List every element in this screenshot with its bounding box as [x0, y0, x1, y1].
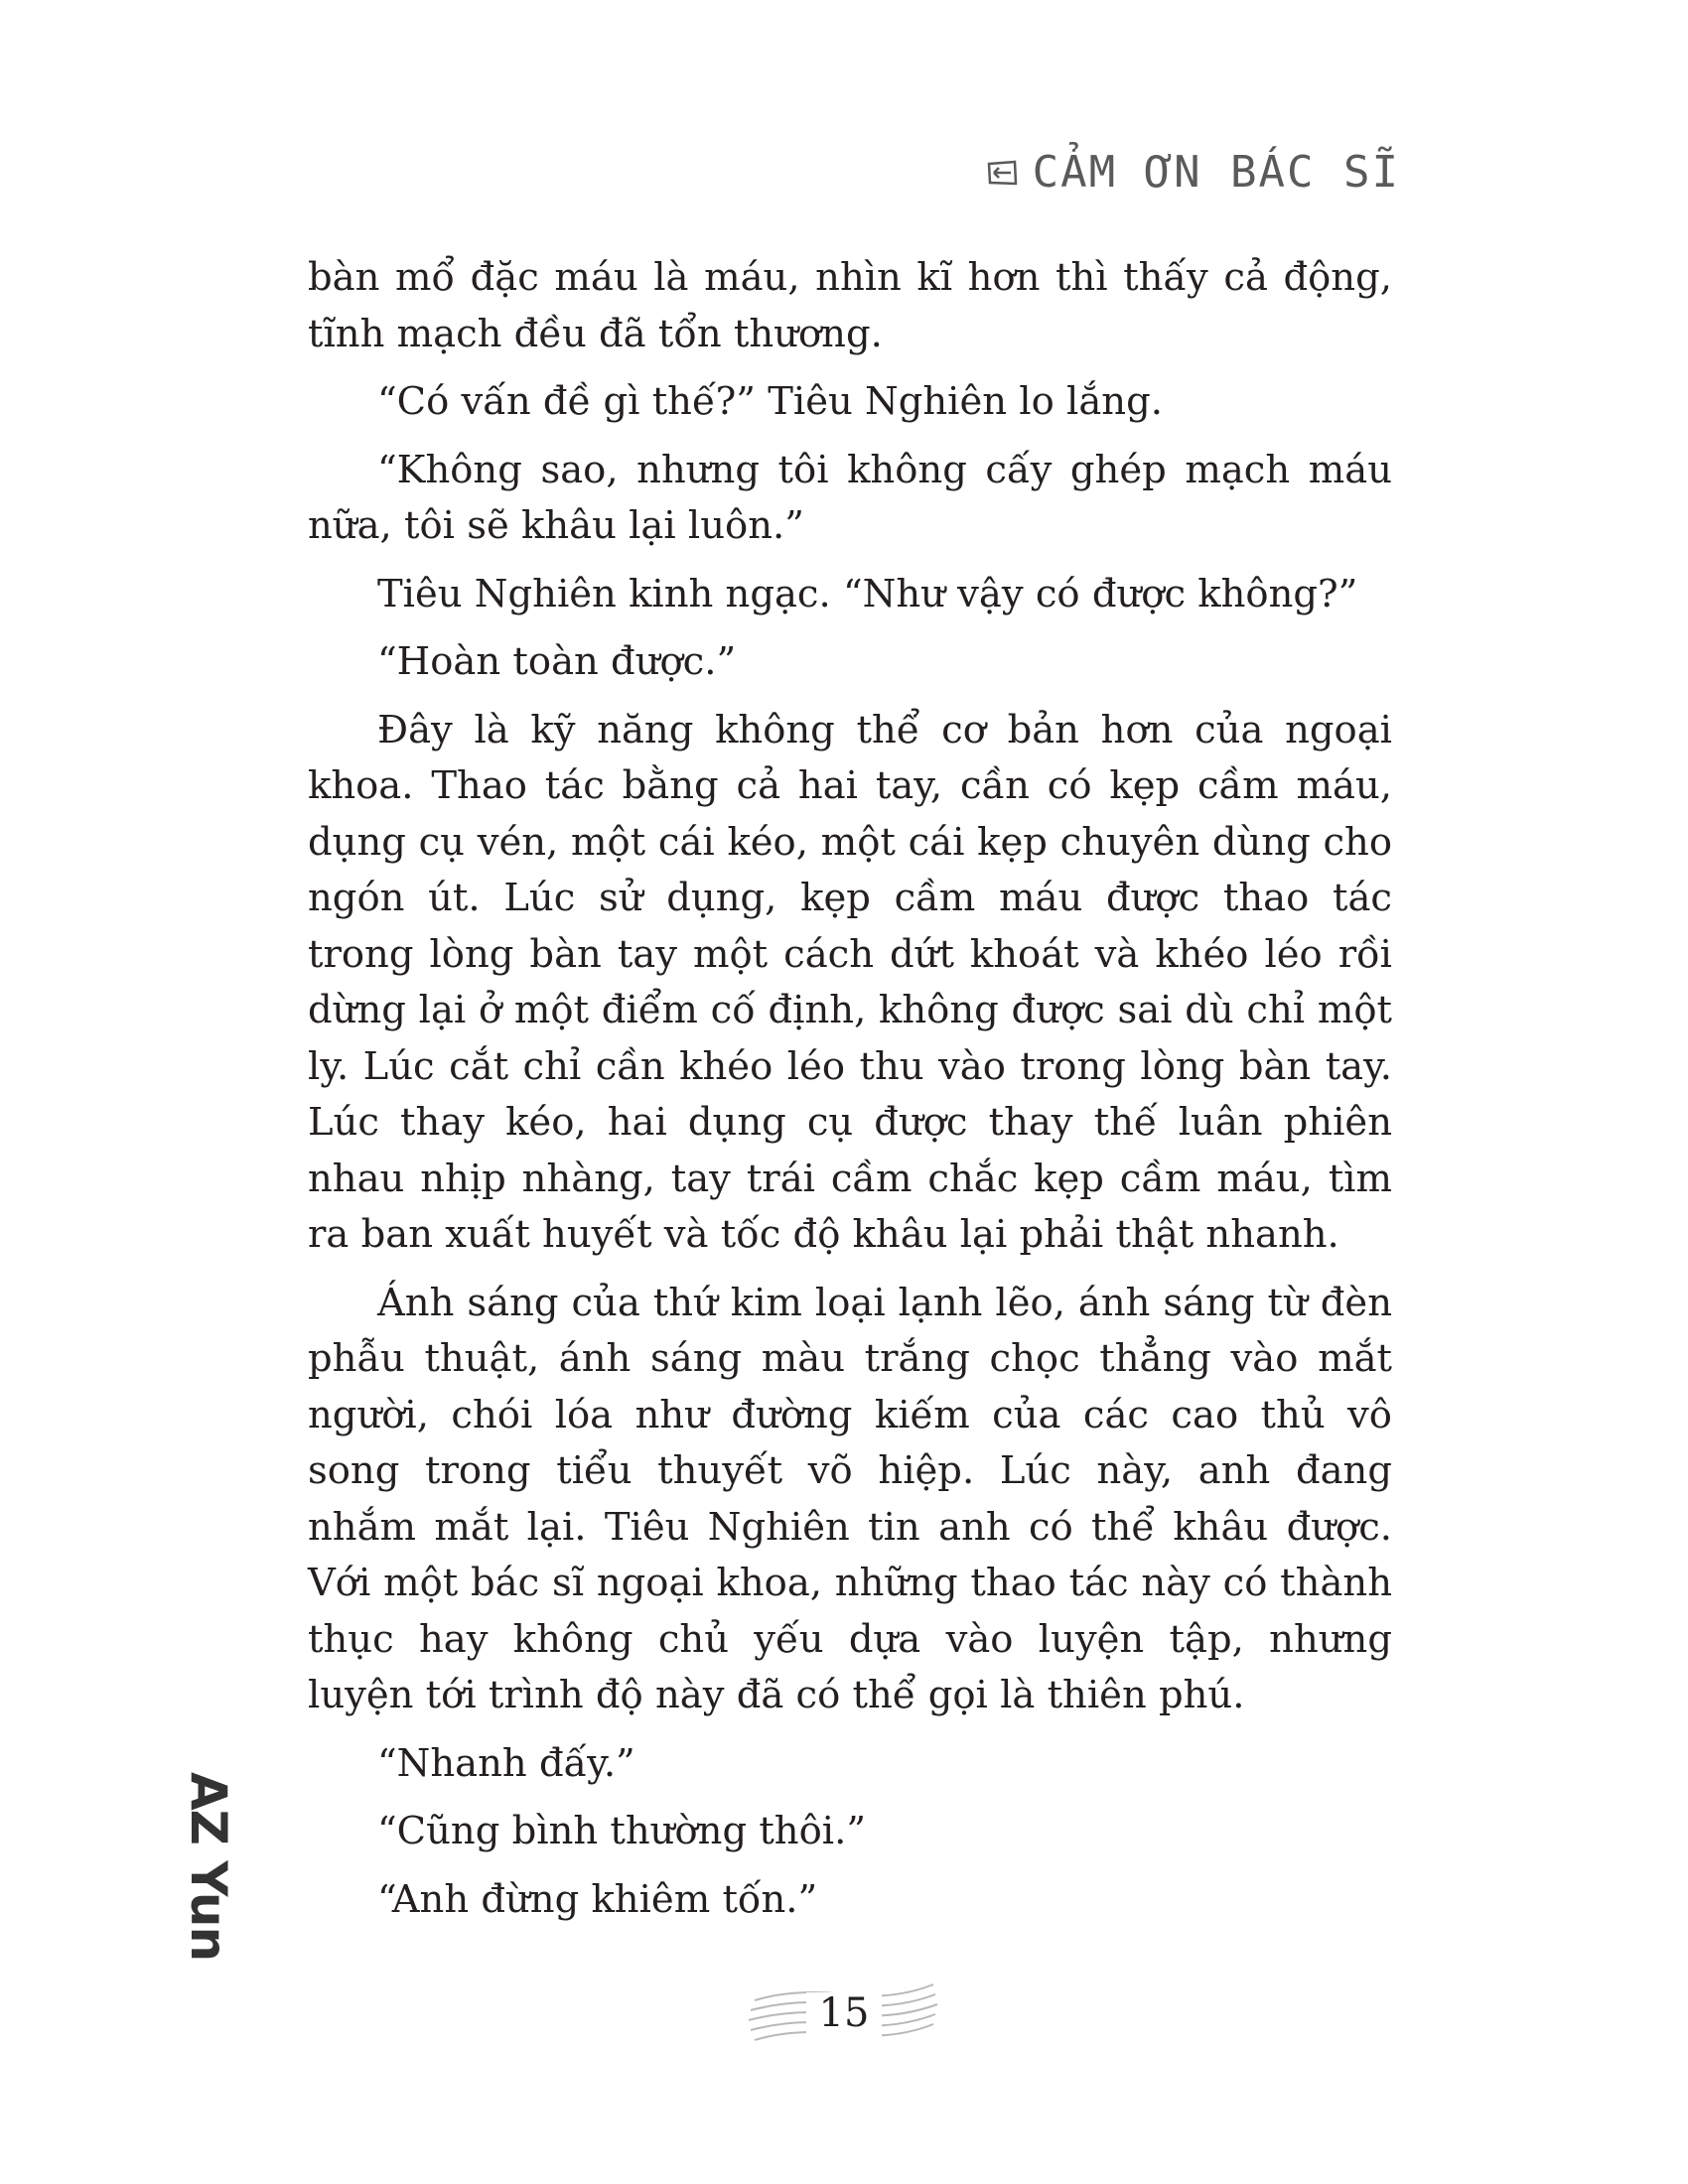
paragraph: Tiêu Nghiên kinh ngạc. “Như vậy có được không?” — [377, 571, 1358, 616]
paragraph: Đây là kỹ năng không thể cơ bản hơn của ngoại khoa. Thao tác bằng cả hai tay, cần có kẹp cầm máu, dụng cụ vén, một cái kéo, một cái kẹp chuyên dùng cho ngón út. Lúc sử dụng, kẹp cầm máu được thao tác trong lòng bàn tay một cách dứt khoát và khéo léo rồi dừng lại ở một điểm cố định, không được sai dù chỉ một ly. Lúc cắt chỉ cần khéo léo thu vào trong lòng bàn tay. Lúc thay kéo, hai dụng cụ được thay thế luân phiên nhau nhịp nhàng, tay trái cầm chắc kẹp cầm máu, tìm ra ban xuất huyết và tốc độ khâu lại phải thật nhanh. — [308, 707, 1392, 1257]
page-footer — [745, 1971, 943, 2070]
publisher-logo-text: AZ Yun — [180, 1771, 237, 1962]
page-number: 15 — [818, 1990, 870, 2036]
paragraph: “Nhanh đấy.” — [377, 1740, 635, 1786]
running-header — [985, 147, 1400, 198]
arrow-box-icon — [985, 158, 1019, 188]
paragraph: bàn mổ đặc máu là máu, nhìn kĩ hơn thì thấy cả động, tĩnh mạch đều đã tổn thương. — [308, 255, 1392, 356]
paragraph: “Cũng bình thường thôi.” — [377, 1809, 867, 1853]
publisher-logo — [169, 1771, 248, 1962]
paragraph: “Hoàn toàn được.” — [377, 639, 737, 684]
paragraph: “Anh đừng khiêm tốn.” — [377, 1876, 818, 1922]
body-text — [308, 250, 1392, 1940]
paragraph: “Không sao, nhưng tôi không cấy ghép mạch máu nữa, tôi sẽ khâu lại luôn.” — [308, 447, 1392, 548]
chapter-title: CẢM ƠN BÁC SĨ — [1032, 147, 1400, 198]
paragraph: Ánh sáng của thứ kim loại lạnh lẽo, ánh sáng từ đèn phẫu thuật, ánh sáng màu trắng chọc thẳng vào mắt người, chói lóa như đường kiếm của các cao thủ vô song trong tiểu thuyết võ hiệp. Lúc này, anh đang nhắm mắt lại. Tiêu Nghiên tin anh có thể khâu được. Với một bác sĩ ngoại khoa, những thao tác này có thành thục hay không chủ yếu dựa vào luyện tập, nhưng luyện tới trình độ này đã có thể gọi là thiên phú. — [308, 1280, 1392, 1717]
paragraph: “Có vấn đề gì thế?” Tiêu Nghiên lo lắng. — [377, 379, 1163, 424]
